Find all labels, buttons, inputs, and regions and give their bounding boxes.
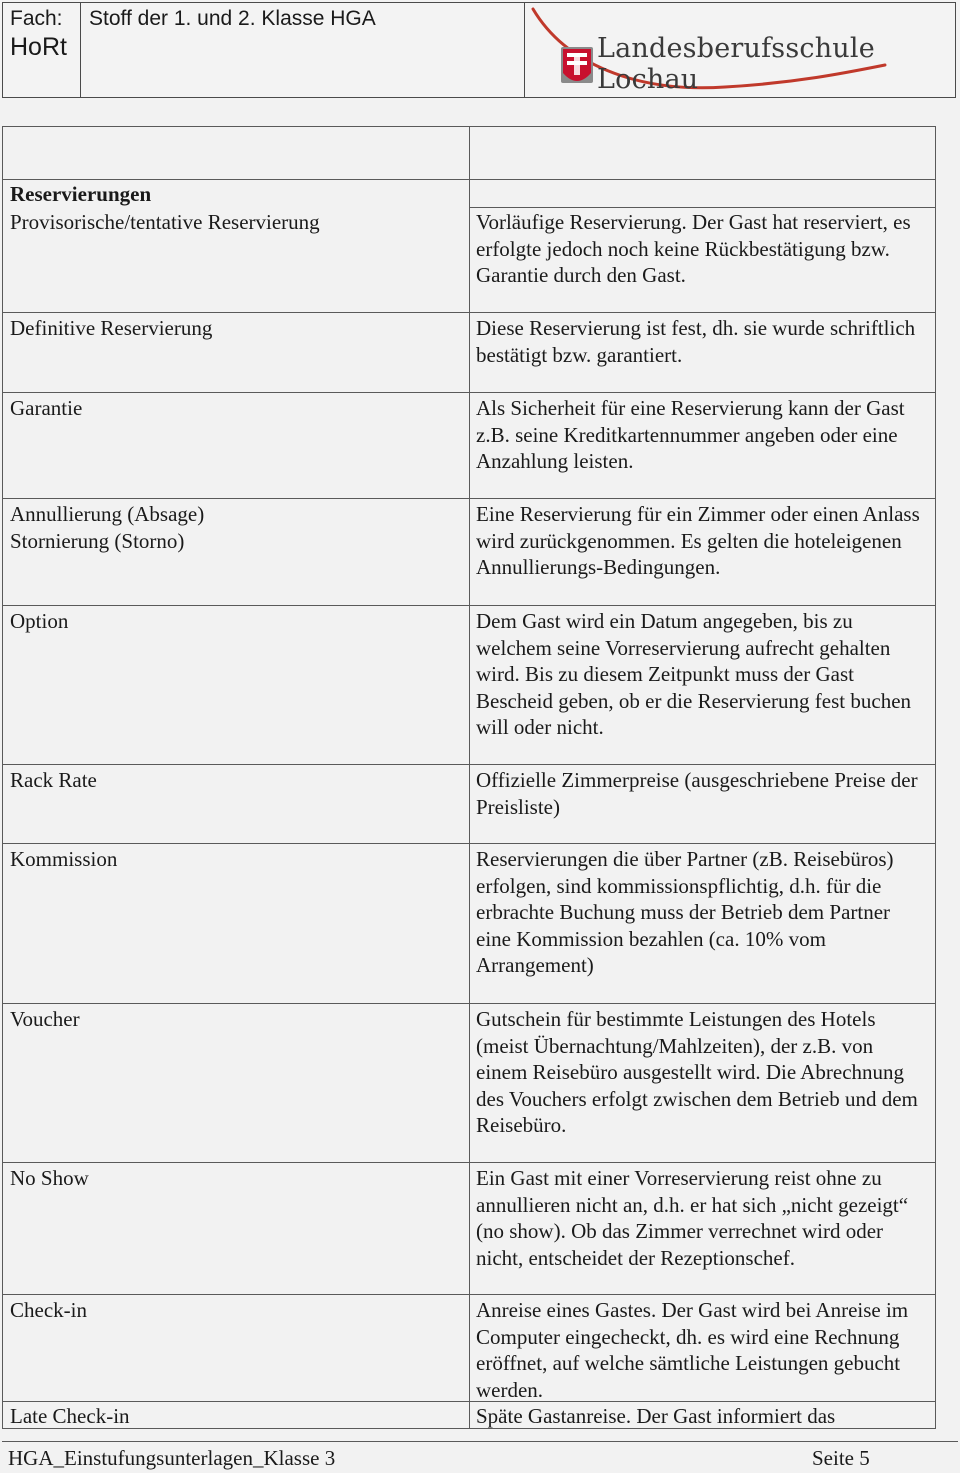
fach-value: HoRt [10, 33, 67, 61]
definition-cell: Offizielle Zimmerpreise (ausgeschriebene Preise der Preisliste) [476, 768, 918, 819]
term-cell: Late Check-in [10, 1404, 130, 1428]
term-cell: Definitive Reservierung [10, 316, 213, 340]
definition-cell: Ein Gast mit einer Vorreservierung reist ohne zu annullieren nicht an, d.h. er hat sich „nicht gezeigt“ (no show). Ob das Zimmer verrechnet wird oder nicht, entscheidet der Rezeptionschef. [476, 1166, 909, 1270]
term-line: Annullierung (Absage) [10, 502, 205, 526]
footer-document-name: HGA_Einstufungsunterlagen_Klasse 3 [8, 1446, 336, 1470]
definition-cell: Gutschein für bestimmte Leistungen des Hotels (meist Übernachtung/Mahlzeiten), der z.B. von einem Reisebüro ausgestellt wird. Die Abrechnung des Vouchers erfolgt zwischen dem Betrieb und dem Reisebüro. [476, 1007, 918, 1137]
footer-divider [2, 1441, 958, 1442]
definition-cell: Vorläufige Reservierung. Der Gast hat reserviert, es erfolgte jedoch noch keine Rückbestätigung bzw. Garantie durch den Gast. [476, 210, 911, 287]
footer-page-number: Seite 5 [812, 1446, 870, 1470]
row-divider [3, 179, 935, 180]
definition-cell: Dem Gast wird ein Datum angegeben, bis zu welchem seine Vorreservierung aufrecht gehalten wird. Bis zu diesem Zeitpunkt muss der Gast Bescheid geben, ob er die Reservierung fest buchen will oder nicht. [476, 609, 912, 739]
term-cell: Provisorische/tentative Reservierung [10, 210, 320, 234]
subject-cell [81, 3, 525, 97]
row-divider [3, 392, 935, 393]
row-divider [469, 207, 935, 208]
term-cell: Rack Rate [10, 768, 97, 792]
term-cell: Check-in [10, 1298, 87, 1322]
page-header [2, 2, 956, 98]
row-divider [3, 1162, 935, 1163]
term-cell: Garantie [10, 396, 83, 420]
term-cell: Kommission [10, 847, 118, 871]
school-name: Landesberufsschule Lochau [597, 33, 875, 95]
term-cell: No Show [10, 1166, 89, 1190]
row-divider [3, 843, 935, 844]
row-divider [3, 764, 935, 765]
coat-of-arms-icon [561, 47, 593, 83]
definition-cell: Anreise eines Gastes. Der Gast wird bei Anreise im Computer eingecheckt, dh. es wird eine Rechnung eröffnet, auf welche sämtliche Leistungen gebucht werden. [476, 1298, 909, 1402]
row-divider [3, 1294, 935, 1295]
term-cell: Option [10, 609, 69, 633]
row-divider [3, 1003, 935, 1004]
fach-cell [3, 3, 81, 97]
subject-title: Stoff der 1. und 2. Klasse HGA [89, 7, 376, 30]
row-divider [3, 498, 935, 499]
term-cell [3, 501, 469, 554]
fach-label: Fach: [10, 7, 63, 30]
row-divider [3, 312, 935, 313]
section-title: Reservierungen [10, 182, 152, 206]
glossary-table [2, 126, 936, 1429]
definition-cell: Diese Reservierung ist fest, dh. sie wurde schriftlich bestätigt bzw. garantiert. [476, 316, 916, 367]
definition-cell: Reservierungen die über Partner (zB. Reisebüros) erfolgen, sind kommissionspflichtig, d.h. für die erbrachte Buchung muss der Betrieb dem Partner eine Kommission bezahlen (ca. 10% vom Arrangement) [476, 847, 894, 977]
definition-cell: Eine Reservierung für ein Zimmer oder einen Anlass wird zurückgenommen. Es gelten die hoteleigenen Annullierungs-Bedingungen. [476, 502, 920, 579]
definition-cell: Späte Gastanreise. Der Gast informiert das [476, 1404, 836, 1428]
definition-cell: Als Sicherheit für eine Reservierung kann der Gast z.B. seine Kreditkartennummer angeben oder eine Anzahlung leisten. [476, 396, 905, 473]
row-divider [3, 605, 935, 606]
school-logo-cell [525, 3, 955, 97]
term-cell: Voucher [10, 1007, 80, 1031]
term-line: Stornierung (Storno) [10, 528, 185, 553]
